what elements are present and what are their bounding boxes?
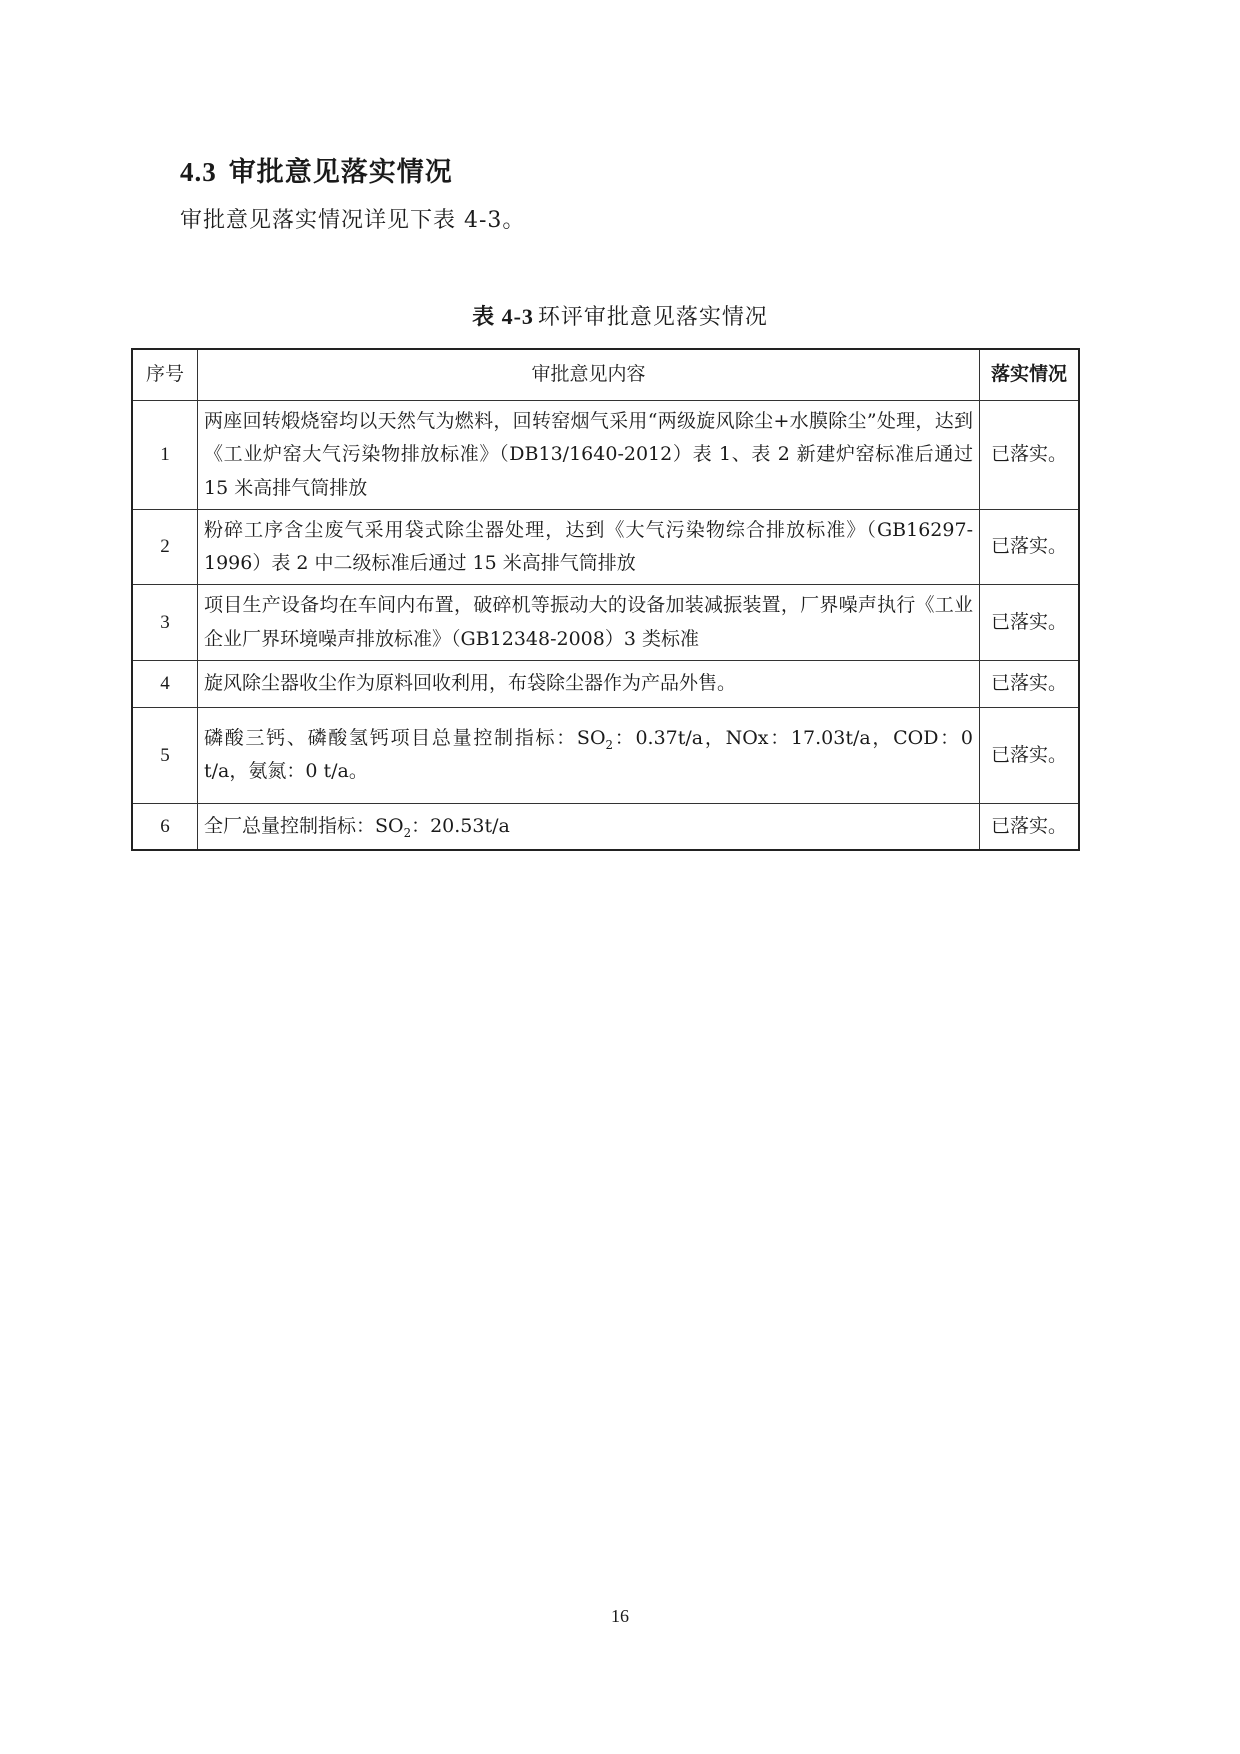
table-row [132,803,1079,850]
table-row [132,660,1079,707]
section-number: 4.3 [180,157,217,187]
table-header-row [132,349,1079,401]
header-content: 审批意见内容 [198,349,980,401]
row-result: 已落实。 [980,707,1080,803]
row-number: 4 [132,660,198,707]
row-result: 已落实。 [980,401,1080,510]
row-content: 旋风除尘器收尘作为原料回收利用，布袋除尘器作为产品外售。 [198,660,980,707]
row-content-text: ：0.37t/a，NOx：17.03t/a，COD：0 t/a，氨氮：0 t/a。 [204,727,973,783]
header-result: 落实情况 [980,349,1080,401]
page-number: 16 [611,1606,629,1626]
table-caption-number: 表 4-3 [472,304,534,329]
row-content-text: 全厂总量控制指标：SO [204,814,404,837]
row-number: 5 [132,707,198,803]
row-result: 已落实。 [980,660,1080,707]
row-result: 已落实。 [980,803,1080,850]
row-content [198,803,980,850]
row-content: 两座回转煅烧窑均以天然气为燃料，回转窑烟气采用“两级旋风除尘+水膜除尘”处理，达到《工业炉窑大气污染物排放标准》（DB13/1640-2012）表 1、表 2 新建炉窑标准后通过 15 米高排气筒排放 [198,401,980,510]
row-number: 6 [132,803,198,850]
table-row [132,585,1079,661]
section-title: 审批意见落实情况 [228,157,453,188]
table-row [132,509,1079,585]
subscript: 2 [605,737,614,752]
table-caption [0,300,1240,331]
row-number: 2 [132,509,198,585]
row-content-text: 磷酸三钙、磷酸氢钙项目总量控制指标：SO [204,727,606,749]
row-content-text: ：20.53t/a [411,814,510,837]
approval-opinion-table [131,348,1080,851]
table-caption-title: 环评审批意见落实情况 [537,305,768,330]
row-content: 项目生产设备均在车间内布置，破碎机等振动大的设备加装减振装置，厂界噪声执行《工业企业厂界环境噪声排放标准》（GB12348-2008）3 类标准 [198,585,980,661]
row-number: 1 [132,401,198,510]
table-row [132,707,1079,803]
row-content [198,707,980,803]
row-result: 已落实。 [980,585,1080,661]
row-result: 已落实。 [980,509,1080,585]
header-no: 序号 [132,349,198,401]
intro-paragraph: 审批意见落实情况详见下表 4-3。 [180,208,526,233]
row-content: 粉碎工序含尘废气采用袋式除尘器处理，达到《大气污染物综合排放标准》（GB16297-1996）表 2 中二级标准后通过 15 米高排气筒排放 [198,509,980,585]
subscript: 2 [403,825,412,840]
table-row [132,401,1079,510]
row-number: 3 [132,585,198,661]
section-heading [180,150,453,189]
